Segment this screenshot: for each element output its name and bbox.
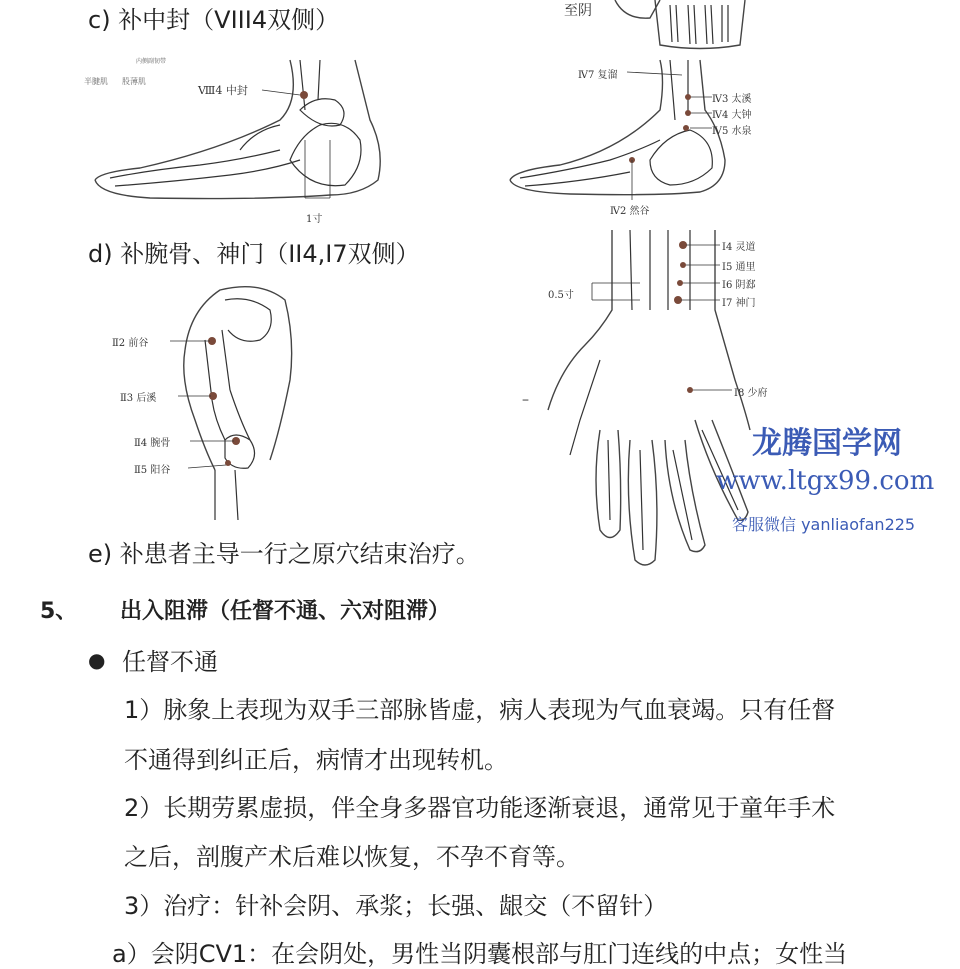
- label-ligament: 内侧副韧带: [136, 58, 167, 65]
- label-half-cun: 0.5寸: [548, 290, 574, 301]
- label-lingdao: Ⅰ4 灵道: [722, 242, 756, 253]
- label-dazhong: Ⅳ4 大钟: [712, 110, 752, 121]
- paragraph-4: a）会阴CV1：在会阴处，男性当阴囊根部与肛门连线的中点；女性当: [112, 940, 848, 968]
- watermark-contact: 客服微信 yanliaofan225: [732, 515, 916, 534]
- label-dash: –: [522, 392, 529, 408]
- label-taixi: Ⅳ3 太溪: [712, 94, 752, 105]
- paragraph-3: 3）治疗：针补会阴、承浆；长强、龈交（不留针）: [124, 892, 668, 920]
- paragraph-2-line-1: 2）长期劳累虚损，伴全身多器官功能逐渐衰退，通常见于童年手术: [124, 794, 836, 822]
- label-qiangu: Ⅱ2 前谷: [112, 338, 149, 349]
- label-yanggu: Ⅱ5 阳谷: [134, 465, 171, 476]
- hand-right-palm: [548, 230, 750, 565]
- paragraph-1-line-1: 1）脉象上表现为双手三部脉皆虚，病人表现为气血衰竭。只有任督: [124, 696, 836, 724]
- label-zhiyin: 至阴: [564, 3, 592, 19]
- label-shuiquan: Ⅳ5 水泉: [712, 126, 752, 137]
- foot-right-medial: [510, 60, 725, 200]
- section-number: 5、: [40, 599, 78, 624]
- toes-fragment: [615, 0, 745, 49]
- heading-e: e) 补患者主导一行之原穴结束治疗。: [88, 540, 480, 568]
- label-rangu: Ⅳ2 然谷: [610, 206, 650, 217]
- heading-c: c) 补中封（VIII4双侧）: [88, 6, 340, 34]
- watermark-site-name: 龙腾国学网: [752, 426, 902, 461]
- paragraph-2-line-2: 之后，剖腹产术后难以恢复，不孕不育等。: [124, 843, 580, 871]
- section-title: 出入阻滞（任督不通、六对阻滞）: [120, 599, 451, 624]
- label-fuliu: Ⅳ7 复溜: [578, 70, 618, 81]
- label-semitendinosus: 半腱肌: [84, 77, 108, 86]
- bullet-title: 任督不通: [122, 648, 218, 676]
- hand-left-fist: [170, 287, 292, 520]
- label-yinxi: Ⅰ6 阴郄: [722, 280, 756, 291]
- watermark-url: www.ltgx99.com: [716, 466, 935, 496]
- label-shenmen: Ⅰ7 神门: [722, 298, 756, 309]
- label-gracilis: 股薄肌: [122, 77, 146, 86]
- label-zhongfeng: Ⅷ4 中封: [198, 84, 248, 97]
- heading-d: d) 补腕骨、神门（II4,I7双侧）: [88, 240, 420, 268]
- label-wangu: Ⅱ4 腕骨: [134, 438, 171, 449]
- label-houxi: Ⅱ3 后溪: [120, 393, 157, 404]
- paragraph-1-line-2: 不通得到纠正后，病情才出现转机。: [124, 746, 508, 774]
- bullet-marker: ●: [88, 648, 106, 672]
- label-tongli: Ⅰ5 通里: [722, 262, 756, 273]
- label-1cun: 1寸: [306, 214, 323, 225]
- label-shaofu: Ⅰ8 少府: [734, 388, 768, 399]
